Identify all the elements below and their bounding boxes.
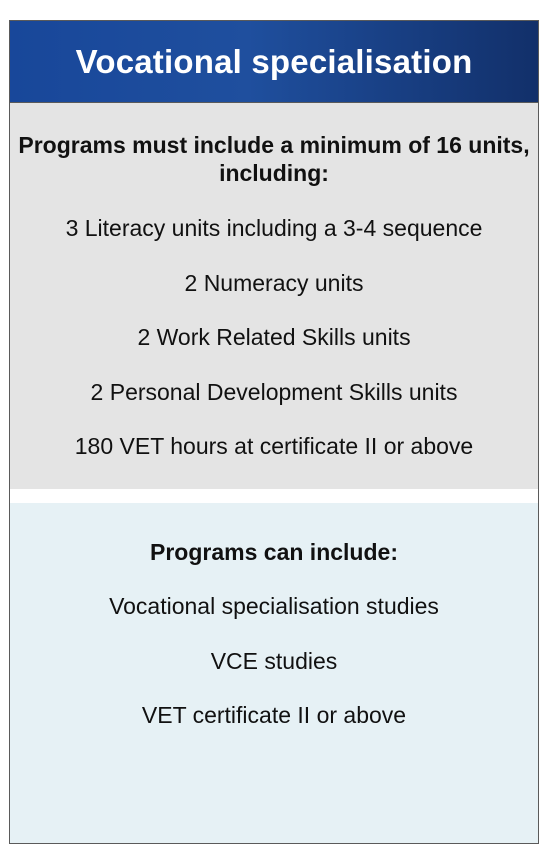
must-include-section (10, 103, 538, 503)
can-include-section (10, 503, 538, 844)
list-item: 3 Literacy units including a 3-4 sequence (65, 215, 483, 241)
vocational-specialisation-card (9, 20, 539, 844)
list-item: VET certificate II or above (141, 702, 407, 728)
list-item: 2 Work Related Skills units (137, 324, 411, 350)
must-include-heading: Programs must include a minimum of 16 units, including: (18, 132, 530, 186)
list-item: 2 Numeracy units (184, 269, 364, 296)
list-item: Vocational specialisation studies (109, 593, 439, 619)
list-item: VCE studies (210, 647, 338, 674)
can-include-list (10, 592, 538, 756)
list-item: 180 VET hours at certificate II or above (74, 433, 474, 459)
must-include-list (10, 214, 538, 487)
card-title: Vocational specialisation (75, 42, 473, 80)
list-item: 2 Personal Development Skills units (90, 378, 458, 405)
card-header (10, 21, 538, 103)
can-include-heading: Programs can include: (150, 539, 398, 565)
